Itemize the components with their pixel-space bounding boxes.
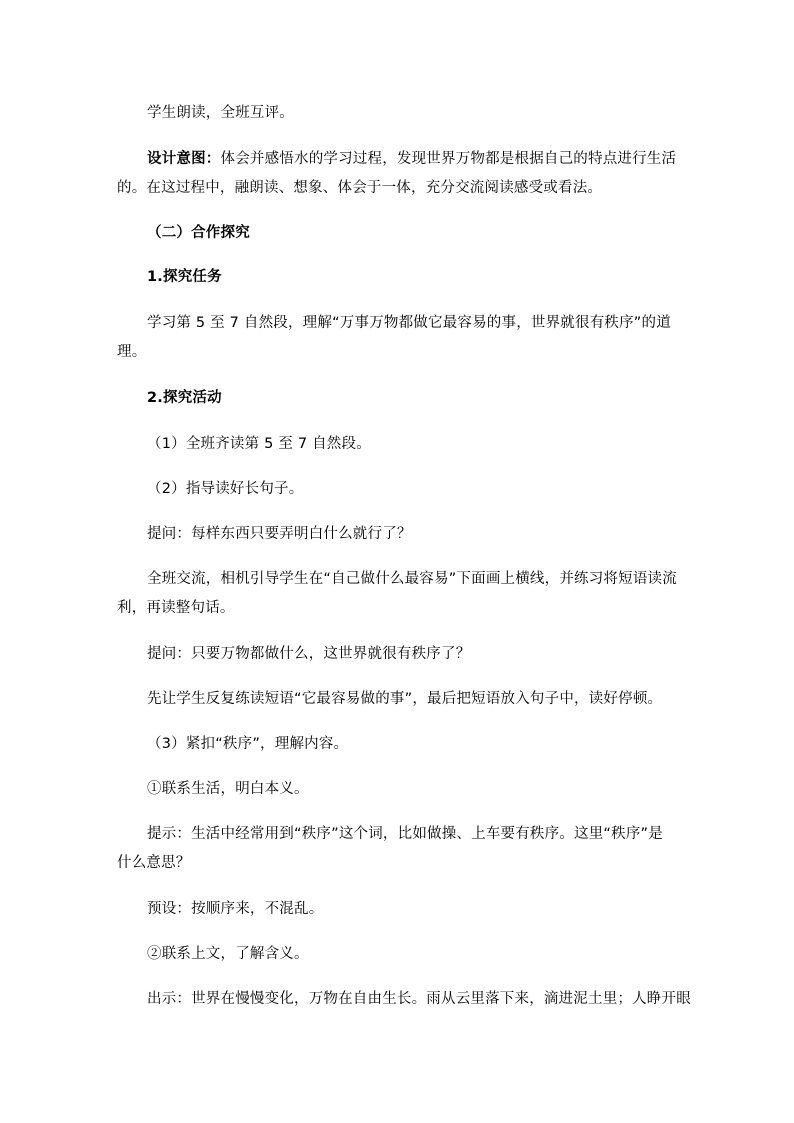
paragraph-show: 出示：世界在慢慢变化，万物在自由生长。雨从云里落下来，滴进泥土里；人睁开眼 [147, 991, 691, 1007]
bullet-item-1: ①联系生活，明白本义。 [147, 781, 309, 797]
paragraph-discussion-line2: 利，再读整句话。 [117, 600, 235, 616]
paragraph-hint-line2: 什么意思？ [117, 855, 191, 871]
bullet-item-2: ②联系上文，了解含义。 [147, 946, 309, 962]
subheading-task: 1.探究任务 [147, 269, 222, 285]
paragraph-practice: 先让学生反复练读短语“它最容易做的事”，最后把短语放入句子中，读好停顿。 [147, 691, 663, 707]
question-1: 提问：每样东西只要弄明白什么就行了？ [147, 526, 412, 542]
activity-item-2: （2）指导读好长句子。 [147, 481, 304, 497]
section-heading-cooperative: （二）合作探究 [147, 225, 250, 241]
paragraph-design-intent-line2: 的。在这过程中，融朗读、想象、体会于一体，充分交流阅读感受或看法。 [117, 180, 603, 196]
question-2: 提问：只要万物都做什么，这世界就很有秩序了？ [147, 646, 471, 662]
paragraph-task-line1: 学习第 5 至 7 自然段，理解“万事万物都做它最容易的事，世界就很有秩序”的道 [147, 315, 671, 331]
paragraph-hint-line1: 提示：生活中经常用到“秩序”这个词，比如做操、上车要有秩序。这里“秩序”是 [147, 826, 663, 842]
design-intent-text-1: 体会并感悟水的学习过程，发现世界万物都是根据自己的特点进行生活 [220, 151, 677, 167]
activity-item-1: （1）全班齐读第 5 至 7 自然段。 [147, 436, 371, 452]
design-intent-label: 设计意图： [147, 151, 221, 167]
activity-item-3: （3）紧扣“秩序”，理解内容。 [147, 736, 349, 752]
paragraph-task-line2: 理。 [117, 344, 147, 360]
paragraph-student-reading: 学生朗读，全班互评。 [147, 105, 294, 121]
paragraph-preset: 预设：按顺序来，不混乱。 [147, 901, 324, 917]
paragraph-design-intent-line1 [147, 149, 676, 169]
subheading-activity: 2.探究活动 [147, 390, 222, 406]
paragraph-discussion-line1: 全班交流，相机引导学生在“自己做什么最容易”下面画上横线，并练习将短语读流 [147, 571, 677, 587]
